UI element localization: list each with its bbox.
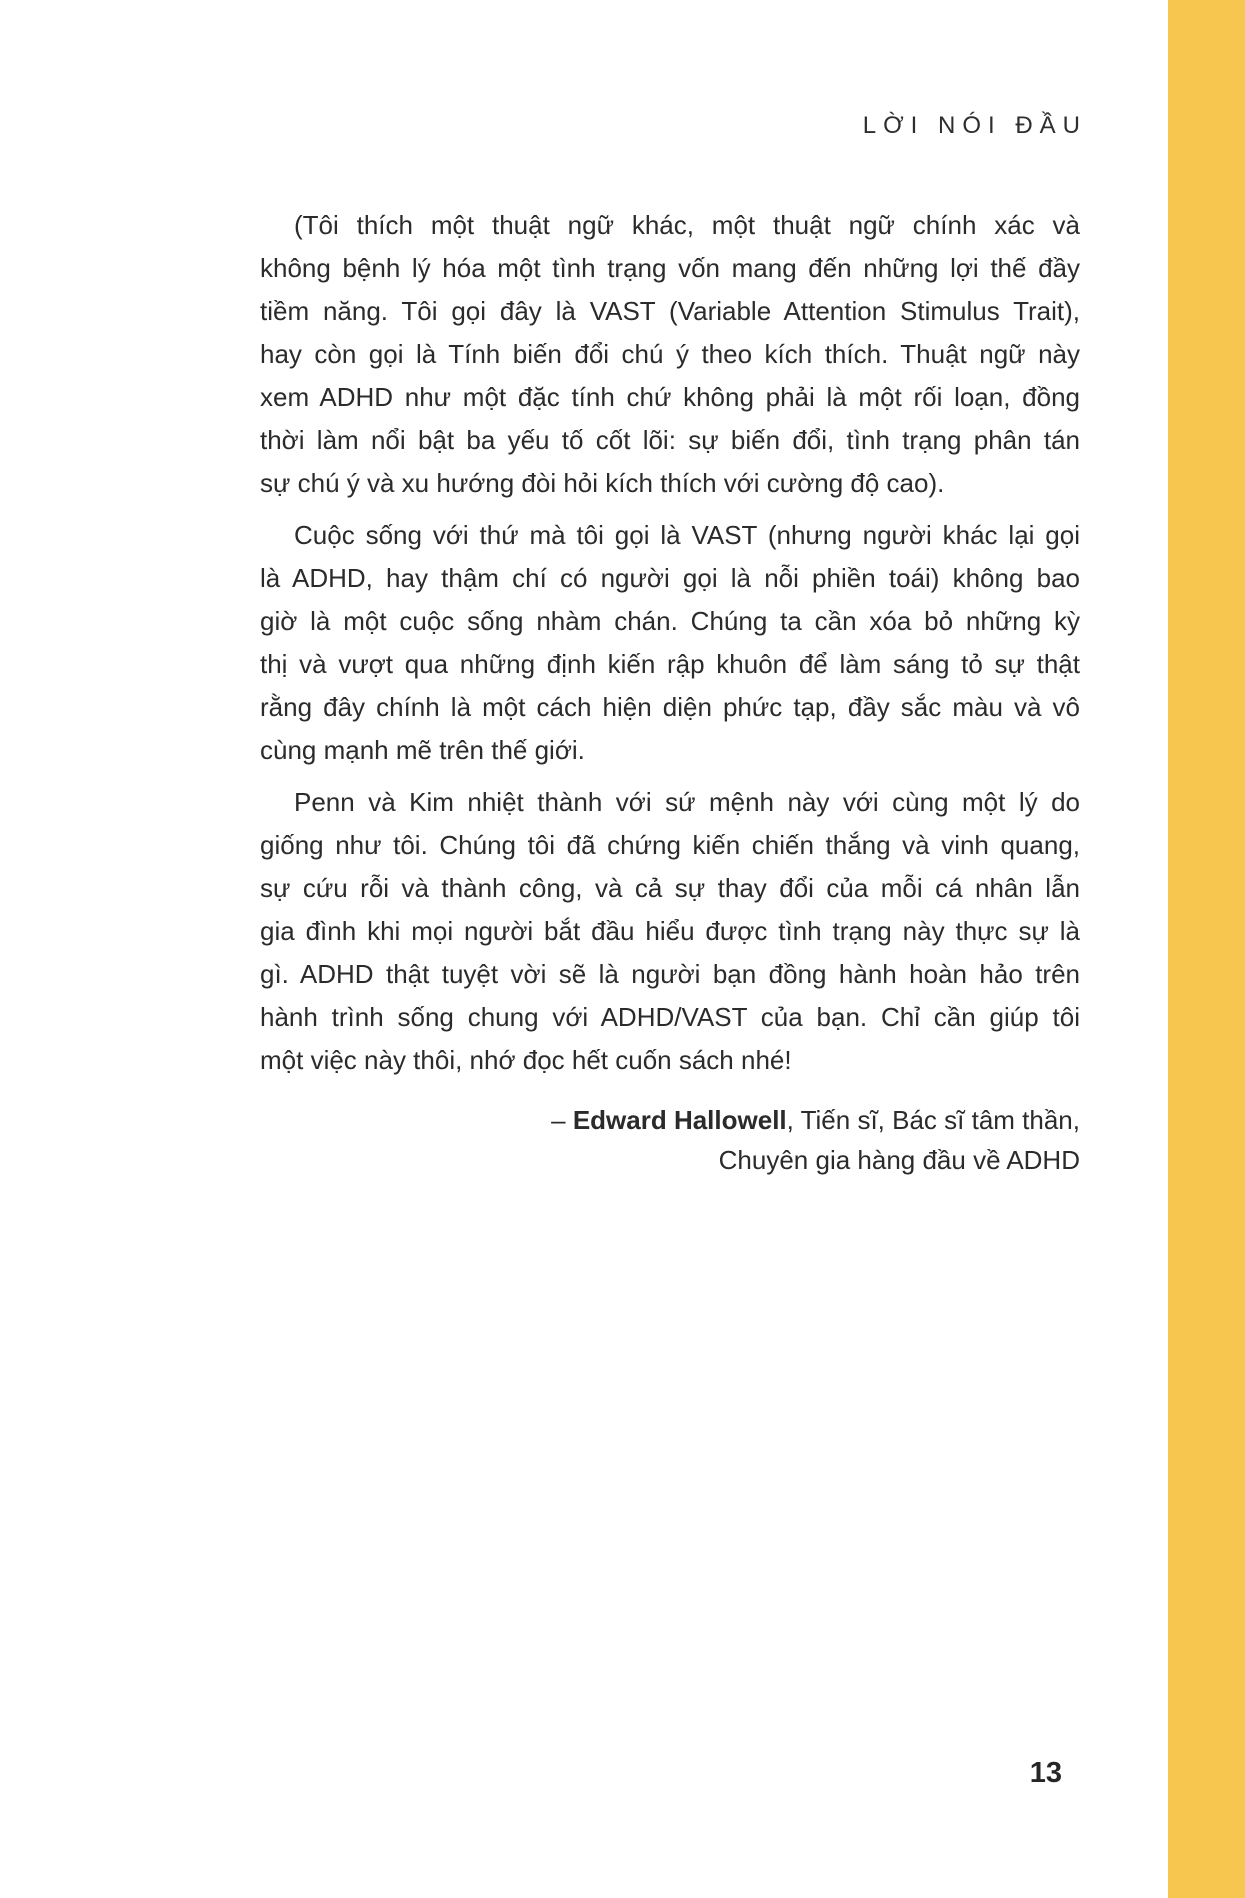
paragraph <box>260 781 1080 1082</box>
paragraph <box>260 514 1080 772</box>
text-line: sự chú ý và xu hướng đòi hỏi kích thích với cường độ cao). <box>260 468 945 498</box>
text-line: giờ là một cuộc sống nhàm chán. Chúng ta cần xóa bỏ những kỳ <box>260 606 1080 636</box>
signature-author-title: , Tiến sĩ, Bác sĩ tâm thần, <box>786 1105 1080 1135</box>
text-line: Penn và Kim nhiệt thành với sứ mệnh này với cùng một lý do <box>294 787 1080 817</box>
text-line: xem ADHD như một đặc tính chứ không phải là một rối loạn, đồng <box>260 382 1080 412</box>
text-line: là ADHD, hay thậm chí có người gọi là nỗi phiền toái) không bao <box>260 563 1080 593</box>
text-line: thời làm nổi bật ba yếu tố cốt lõi: sự biến đổi, tình trạng phân tán <box>260 425 1080 455</box>
text-line: hay còn gọi là Tính biến đổi chú ý theo kích thích. Thuật ngữ này <box>260 339 1080 369</box>
text-line: rằng đây chính là một cách hiện diện phức tạp, đầy sắc màu và vô <box>260 692 1080 722</box>
signature-block <box>551 1100 1080 1180</box>
signature-dash: – <box>551 1105 573 1135</box>
paragraph <box>260 204 1080 505</box>
text-line: hành trình sống chung với ADHD/VAST của bạn. Chỉ cần giúp tôi <box>260 1002 1080 1032</box>
running-head: LỜI NÓI ĐẦU <box>862 112 1087 139</box>
body-text <box>260 204 1080 1091</box>
page-number: 13 <box>1029 1757 1062 1789</box>
accent-stripe <box>1168 0 1245 1898</box>
text-line: Cuộc sống với thứ mà tôi gọi là VAST (nhưng người khác lại gọi <box>294 520 1080 550</box>
text-line: (Tôi thích một thuật ngữ khác, một thuật ngữ chính xác và <box>294 210 1080 240</box>
text-line: cùng mạnh mẽ trên thế giới. <box>260 735 585 765</box>
text-line: sự cứu rỗi và thành công, và cả sự thay đổi của mỗi cá nhân lẫn <box>260 873 1080 903</box>
text-line: gì. ADHD thật tuyệt vời sẽ là người bạn đồng hành hoàn hảo trên <box>260 959 1080 989</box>
text-line: gia đình khi mọi người bắt đầu hiểu được tình trạng này thực sự là <box>260 916 1080 946</box>
signature-line-2: Chuyên gia hàng đầu về ADHD <box>718 1145 1080 1175</box>
signature-line-1 <box>551 1100 1080 1140</box>
text-line: tiềm năng. Tôi gọi đây là VAST (Variable Attention Stimulus Trait), <box>260 296 1080 326</box>
text-line: thị và vượt qua những định kiến rập khuôn để làm sáng tỏ sự thật <box>260 649 1080 679</box>
text-line: một việc này thôi, nhớ đọc hết cuốn sách nhé! <box>260 1045 792 1075</box>
text-line: giống như tôi. Chúng tôi đã chứng kiến chiến thắng và vinh quang, <box>260 830 1080 860</box>
signature-author-name: Edward Hallowell <box>572 1105 787 1135</box>
text-line: không bệnh lý hóa một tình trạng vốn mang đến những lợi thế đầy <box>260 253 1080 283</box>
